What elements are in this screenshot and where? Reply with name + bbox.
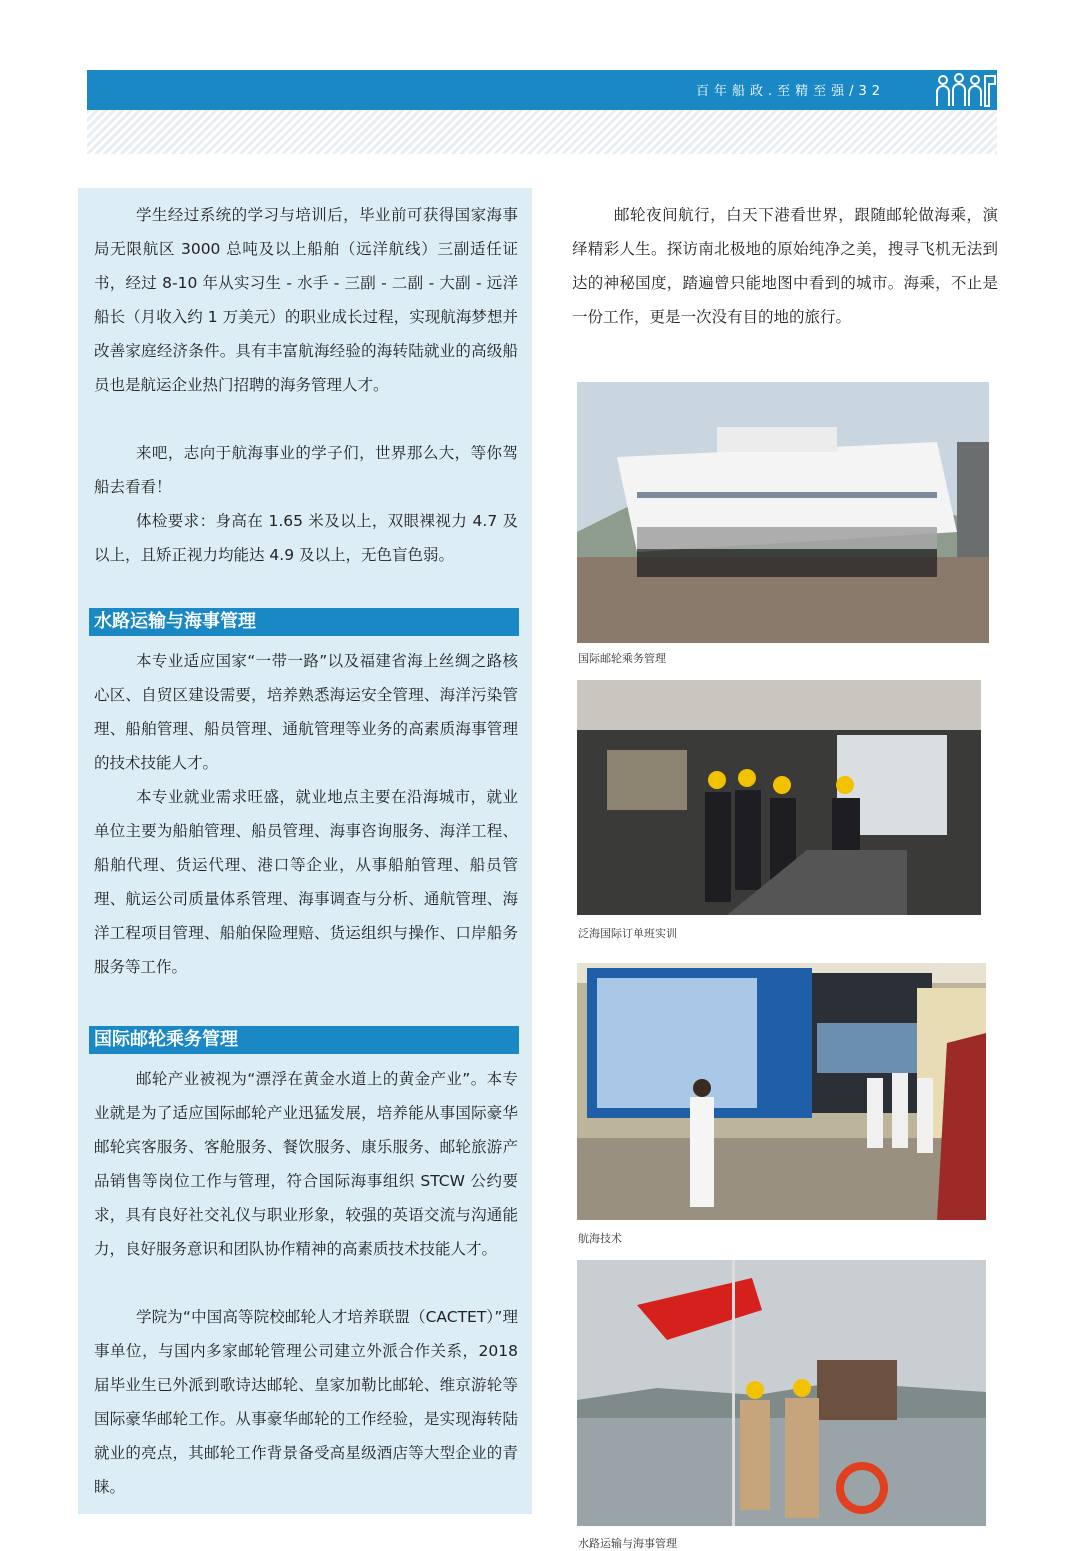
people-logo-icon [933, 70, 997, 110]
cruise-paragraph-1: 邮轮产业被视为“漂浮在黄金水道上的黄金产业”。本专业就是为了适应国际邮轮产业迅猛发展，培养能从事国际豪华邮轮宾客服务、客舱服务、餐饮服务、康乐服务、邮轮旅游产品销售等岗位工作与管理，符合国际海事组织 STCW 公约要求，具有良好社交礼仪与职业形象，较强的英语交流与沟通能力，良好服务意识和团队协作精神的高素质技术技能人才。 [94, 1070, 518, 1258]
photo-caption: 泛海国际订单班实训 [578, 927, 677, 940]
waterway-flag-photo [577, 1260, 986, 1526]
section-maritime-title: 水路运输与海事管理 [89, 608, 519, 636]
photo-caption: 水路运输与海事管理 [578, 1537, 677, 1550]
intro-paragraph-2: 来吧，志向于航海事业的学子们，世界那么大，等你驾船去看看！ [94, 444, 518, 496]
intro-paragraph-1: 学生经过系统的学习与培训后，毕业前可获得国家海事局无限航区 3000 总吨及以上船舶（远洋航线）三副适任证书，经过 8-10 年从实习生 - 水手 - 三副 - 二副 - 大副 - 远洋船长（月收入约 1 万美元）的职业成长过程，实现航海梦想并改善家庭经济条件。具有丰富航海经验的海转陆就业的高级船员也是航运企业热门招聘的海务管理人才。 [94, 206, 518, 394]
section-cruise-title: 国际邮轮乘务管理 [89, 1026, 519, 1054]
cruise-ship-photo [577, 382, 989, 643]
navigation-lab-photo [577, 963, 986, 1220]
intro-paragraph-3: 体检要求：身高在 1.65 米及以上，双眼裸视力 4.7 及以上，且矫正视力均能达 4.9 及以上，无色盲色弱。 [94, 512, 518, 564]
cruise-paragraph-2: 学院为“中国高等院校邮轮人才培养联盟（CACTET）”理事单位，与国内多家邮轮管理公司建立外派合作关系，2018 届毕业生已外派到歌诗达邮轮、皇家加勒比邮轮、维京游轮等国际豪华邮轮工作。从事豪华邮轮的工作经验，是实现海转陆就业的亮点，其邮轮工作背景备受高星级酒店等大型企业的青睐。 [94, 1308, 518, 1496]
photo-caption: 航海技术 [578, 1232, 622, 1245]
bridge-training-photo [577, 680, 981, 915]
right-intro-paragraph: 邮轮夜间航行，白天下港看世界，跟随邮轮做海乘，演绎精彩人生。探访南北极地的原始纯净之美，搜寻飞机无法到达的神秘国度，踏遍曾只能地图中看到的城市。海乘，不止是一份工作，更是一次没有目的地的旅行。 [572, 206, 998, 326]
photo-caption: 国际邮轮乘务管理 [578, 652, 666, 665]
maritime-paragraph-2: 本专业就业需求旺盛，就业地点主要在沿海城市，就业单位主要为船舶管理、船员管理、海事咨询服务、海洋工程、船舶代理、货运代理、港口等企业，从事船舶管理、船员管理、航运公司质量体系管理、海事调查与分析、通航管理、海洋工程项目管理、船舶保险理赔、货运组织与操作、口岸船务服务等工作。 [94, 788, 518, 976]
header-title: 百年船政.至精至强/32 [695, 84, 885, 99]
maritime-paragraph-1: 本专业适应国家“一带一路”以及福建省海上丝绸之路核心区、自贸区建设需要，培养熟悉海运安全管理、海洋污染管理、船舶管理、船员管理、通航管理等业务的高素质海事管理的技术技能人才。 [94, 652, 518, 772]
header-hatch-band [87, 110, 997, 154]
header-bar [87, 70, 997, 110]
